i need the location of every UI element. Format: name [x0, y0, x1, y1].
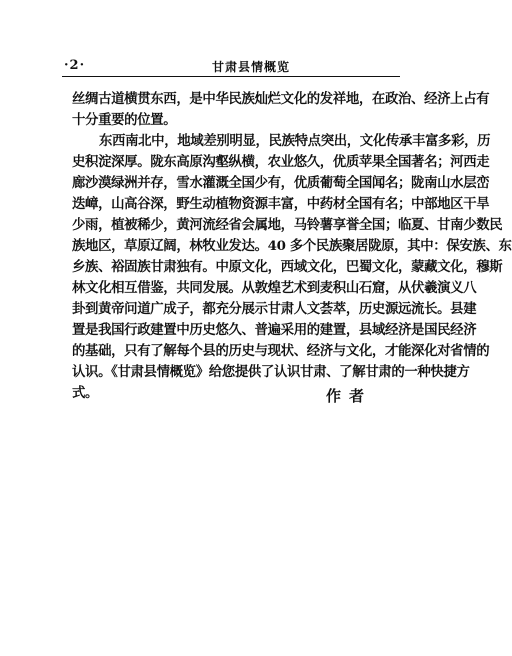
- text-line: 卦到黄帝问道广成子，都充分展示甘肃人文荟萃，历史源远流长。县建: [72, 301, 477, 317]
- text-line: 的基础，只有了解每个县的历史与现状、经济与文化，才能深化对省情的: [72, 343, 490, 359]
- header-rule: [62, 76, 400, 77]
- text-line: 丝绸古道横贯东西，是中华民族灿烂文化的发祥地，在政治、经济上占有: [72, 91, 490, 107]
- text-line: 族地区，草原辽阔，林牧业发达。40 多个民族聚居陇原，其中：保安族、东: [72, 238, 512, 254]
- text-line: 史积淀深厚。陇东高原沟壑纵横，农业悠久，优质苹果全国著名；河西走: [72, 154, 490, 170]
- text-line: 置是我国行政建置中历史悠久、普遍采用的建置，县域经济是国民经济: [72, 322, 477, 338]
- text-line: 十分重要的位置。: [72, 112, 177, 128]
- text-line: 乡族、裕固族甘肃独有。中原文化，西域文化，巴蜀文化，蒙藏文化，穆斯: [72, 259, 503, 275]
- author-signature: 作者: [326, 387, 373, 405]
- page-number: ·2·: [64, 58, 86, 73]
- text-line: 廊沙漠绿洲并存，雪水灌溉全国少有，优质葡萄全国闻名；陇南山水层峦: [72, 175, 490, 191]
- text-line: 东西南北中，地域差别明显，民族特点突出，文化传承丰富多彩，历: [99, 133, 491, 149]
- text-line: 迭嶂，山高谷深，野生动植物资源丰富，中药材全国有名；中部地区干旱: [72, 196, 490, 212]
- text-line: 式。: [72, 385, 99, 401]
- running-title: 甘肃县情概览: [212, 60, 291, 74]
- text-line: 少雨，植被稀少，黄河流经省会属地，马铃薯享誉全国；临夏、甘南少数民: [72, 217, 503, 233]
- text-line: 林文化相互借鉴，共同发展。从敦煌艺术到麦积山石窟，从伏羲演义八: [72, 280, 477, 296]
- text-line: 认识。《甘肃县情概览》给您提供了认识甘肃、了解甘肃的一种快捷方: [72, 364, 470, 380]
- page-header: [62, 56, 400, 76]
- body-text: [72, 89, 512, 404]
